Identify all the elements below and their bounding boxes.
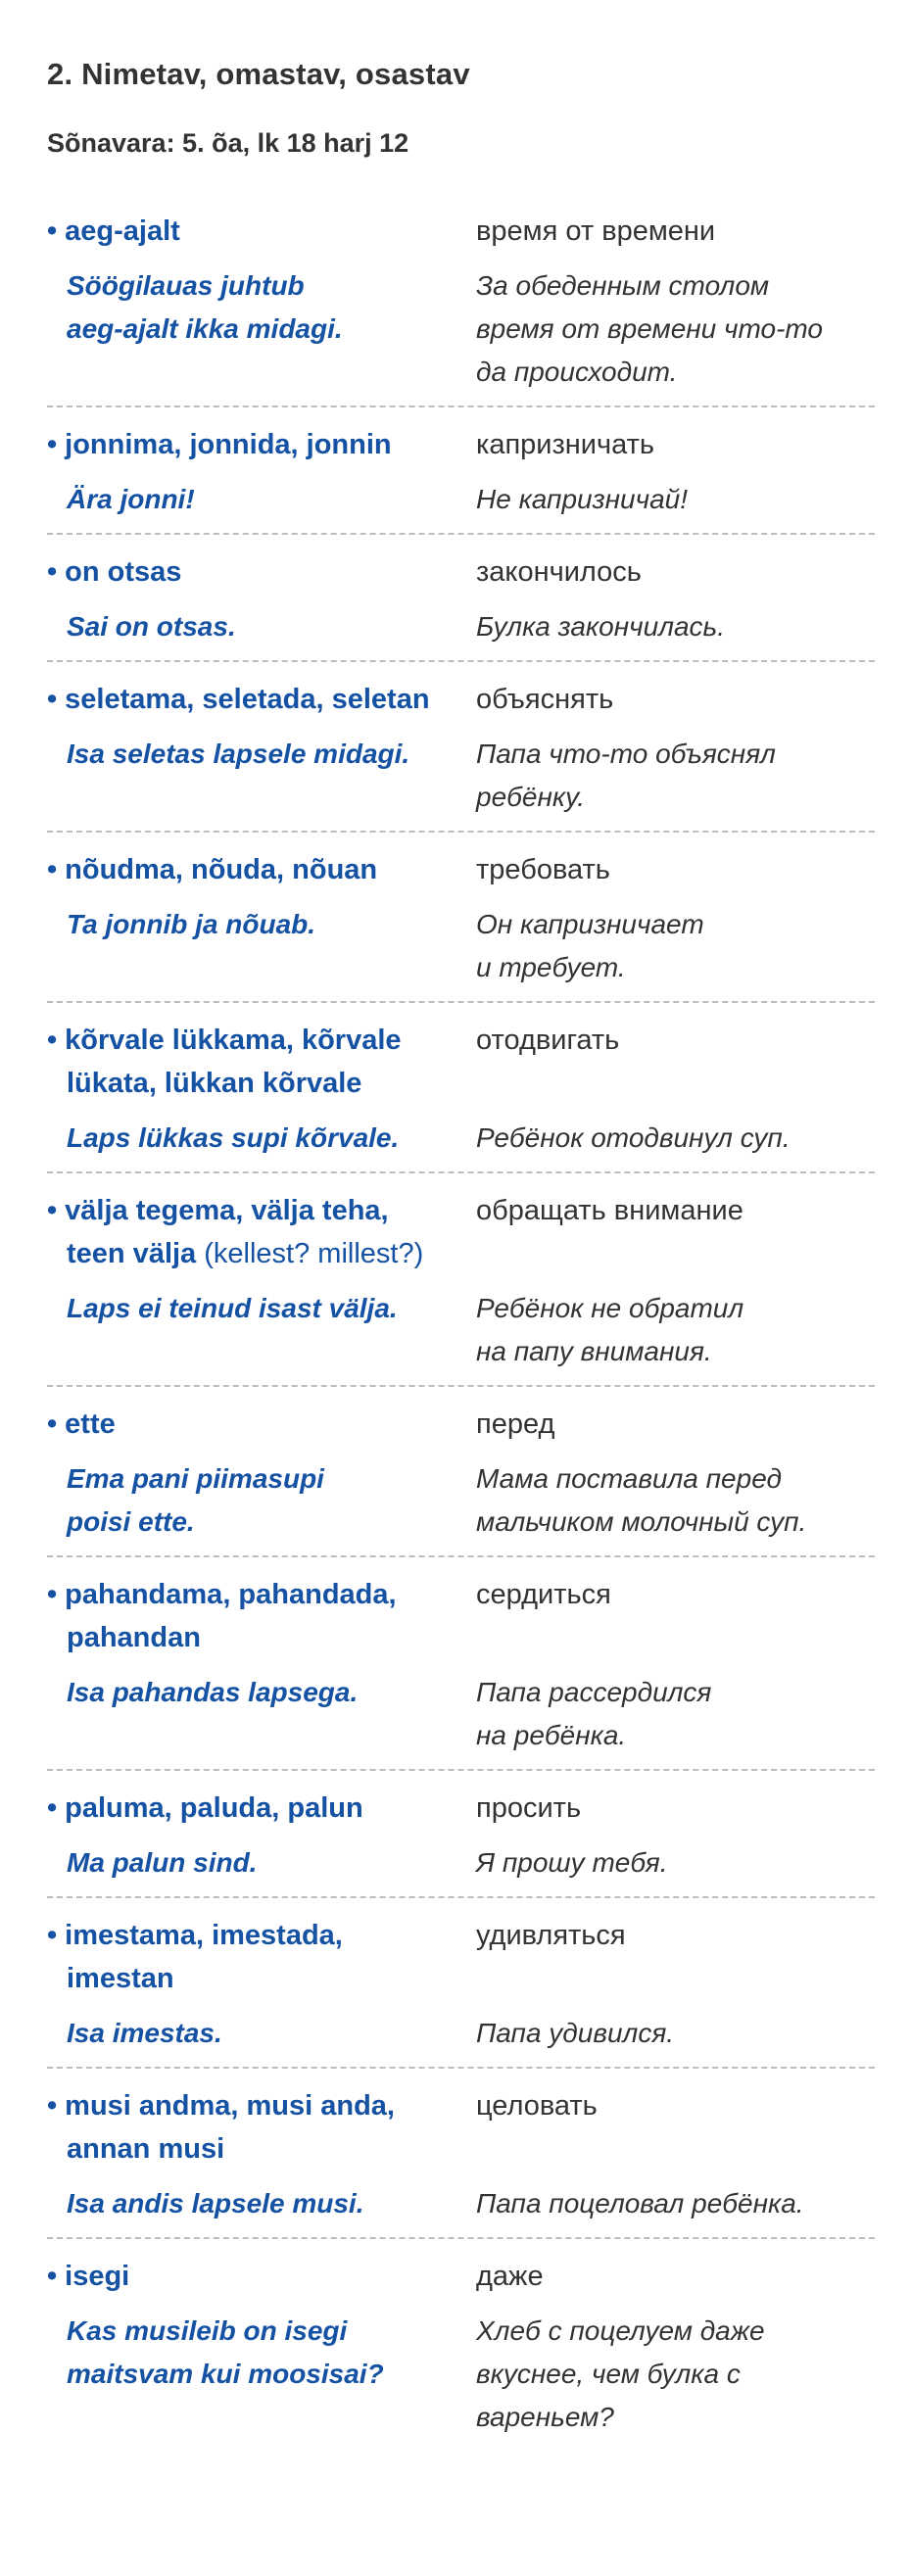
vocabulary-entry (47, 1399, 875, 1557)
example-sentence-line: Ära jonni! (67, 484, 195, 514)
example-translation-line: Не капризничай! (476, 484, 689, 514)
example-sentence-line: Ta jonnib ja nõuab. (67, 909, 316, 939)
headword-text: ette (65, 1408, 116, 1440)
bullet-icon: • (47, 1579, 58, 1610)
example-sentence (67, 903, 468, 946)
example-sentence-line: maitsvam kui moosisai? (67, 2359, 384, 2389)
headword-line (47, 423, 473, 466)
headword (47, 1787, 473, 1830)
translation: целовать (476, 2090, 598, 2122)
headword-text: lükata, lükkan kõrvale (67, 1068, 362, 1099)
example-translation (476, 605, 873, 648)
example-translation-line: вареньем? (476, 2402, 614, 2432)
example-sentence (67, 1671, 468, 1714)
headword-text: musi andma, musi anda, (65, 2090, 395, 2122)
bullet-icon: • (47, 684, 58, 715)
example-translation-line: вкуснее, чем булка с (476, 2359, 741, 2389)
headword-text: kõrvale lükkama, kõrvale (65, 1025, 402, 1056)
vocabulary-entry (47, 844, 875, 1003)
headword-text: teen välja (67, 1238, 197, 1269)
example-sentence-line: Sai on otsas. (67, 611, 236, 642)
example-sentence-line: Laps lükkas supi kõrvale. (67, 1122, 400, 1153)
translation: обращать внимание (476, 1195, 743, 1226)
example-translation (476, 903, 873, 989)
example-sentence-line: poisi ette. (67, 1506, 195, 1537)
headword-line (47, 1616, 473, 1659)
translation: капризничать (476, 429, 654, 460)
bullet-icon: • (47, 854, 58, 885)
bullet-icon: • (47, 429, 58, 460)
example-translation-line: Хлеб с поцелуем даже (476, 2315, 765, 2346)
headword-line (47, 1062, 473, 1105)
example-sentence (67, 2012, 468, 2055)
headword (47, 1403, 473, 1446)
vocabulary-entry (47, 2080, 875, 2239)
headword (47, 550, 473, 594)
headword-line (47, 550, 473, 594)
example-sentence-line: Kas musileib on isegi (67, 2315, 348, 2346)
headword-line (47, 2127, 473, 2171)
example-sentence (67, 2182, 468, 2225)
headword-text: jonnima, jonnida, jonnin (65, 429, 392, 460)
example-sentence (67, 264, 468, 351)
headword-line (47, 1189, 473, 1232)
headword (47, 423, 473, 466)
example-translation-line: да происходит. (476, 357, 678, 387)
vocabulary-entry (47, 1185, 875, 1387)
headword-line (47, 1019, 473, 1062)
headword-line (47, 1573, 473, 1616)
headword-text: nõudma, nõuda, nõuan (65, 854, 378, 885)
example-translation-line: Ребёнок не обратил (476, 1293, 744, 1323)
vocabulary-entry (47, 1910, 875, 2069)
vocabulary-entry (47, 206, 875, 407)
translation: даже (476, 2261, 544, 2292)
bullet-icon: • (47, 556, 58, 588)
headword-line (47, 210, 473, 253)
example-translation (476, 2182, 873, 2225)
example-sentence-line: Isa pahandas lapsega. (67, 1677, 359, 1707)
vocabulary-entry (47, 674, 875, 833)
headword-note: (kellest? millest?) (204, 1238, 424, 1269)
example-translation (476, 1117, 873, 1160)
headword-text: seletama, seletada, seletan (65, 684, 430, 715)
headword-text: on otsas (65, 556, 182, 588)
bullet-icon: • (47, 2090, 58, 2122)
translation: отодвигать (476, 1025, 620, 1056)
example-translation (476, 1457, 873, 1544)
headword (47, 1914, 473, 2000)
translation: перед (476, 1408, 555, 1440)
vocabulary-list (47, 206, 875, 2464)
example-translation-line: на ребёнка. (476, 1720, 627, 1750)
translation: закончилось (476, 556, 642, 588)
example-translation (476, 733, 873, 819)
example-sentence-line: aeg-ajalt ikka midagi. (67, 313, 343, 344)
headword-line (47, 1914, 473, 1957)
translation: время от времени (476, 215, 716, 247)
example-sentence-line: Isa andis lapsele musi. (67, 2188, 364, 2218)
example-translation (476, 1671, 873, 1757)
example-translation (476, 1841, 873, 1884)
vocabulary-entry (47, 1569, 875, 1771)
translation: удивляться (476, 1920, 626, 1951)
vocabulary-entry (47, 1783, 875, 1898)
example-translation-line: Папа что-то объяснял (476, 739, 776, 769)
headword-line (47, 2255, 473, 2298)
example-sentence (67, 1457, 468, 1544)
example-translation-line: Он капризничает (476, 909, 704, 939)
bullet-icon: • (47, 1792, 58, 1824)
example-translation (476, 264, 873, 394)
translation: требовать (476, 854, 610, 885)
headword-line (47, 1787, 473, 1830)
example-translation (476, 1287, 873, 1373)
example-sentence-line: Isa imestas. (67, 2018, 222, 2048)
vocabulary-entry (47, 1015, 875, 1173)
example-sentence (67, 733, 468, 776)
example-translation (476, 2012, 873, 2055)
headword (47, 1573, 473, 1659)
headword-line (47, 1232, 473, 1275)
example-translation-line: Мама поставила перед (476, 1463, 782, 1494)
headword (47, 1189, 473, 1275)
example-translation-line: ребёнку. (476, 782, 586, 812)
example-translation-line: Папа рассердился (476, 1677, 712, 1707)
example-translation-line: и требует. (476, 952, 626, 982)
example-sentence (67, 605, 468, 648)
vocabulary-entry (47, 547, 875, 662)
example-translation-line: За обеденным столом (476, 270, 770, 301)
example-translation-line: Папа поцеловал ребёнка. (476, 2188, 804, 2218)
example-sentence-line: Ma palun sind. (67, 1847, 258, 1878)
example-sentence (67, 1841, 468, 1884)
headword-text: pahandan (67, 1622, 201, 1653)
headword (47, 210, 473, 253)
translation: сердиться (476, 1579, 611, 1610)
translation: объяснять (476, 684, 614, 715)
example-translation-line: Булка закончилась. (476, 611, 726, 642)
headword-line (47, 1957, 473, 2000)
headword-text: imestan (67, 1963, 174, 1994)
section-title: 2. Nimetav, omastav, osastav (47, 57, 470, 91)
example-translation (476, 2310, 873, 2439)
headword-text: välja tegema, välja teha, (65, 1195, 389, 1226)
vocabulary-entry (47, 419, 875, 535)
example-sentence-line: Söögilauas juhtub (67, 270, 305, 301)
vocabulary-entry (47, 2251, 875, 2453)
example-sentence (67, 1287, 468, 1330)
example-translation-line: время от времени что-то (476, 313, 824, 344)
example-translation-line: Папа удивился. (476, 2018, 675, 2048)
headword (47, 678, 473, 721)
example-sentence (67, 2310, 468, 2396)
headword-line (47, 1403, 473, 1446)
example-sentence (67, 478, 468, 521)
example-sentence-line: Isa seletas lapsele midagi. (67, 739, 410, 769)
headword-line (47, 2084, 473, 2127)
example-translation-line: Я прошу тебя. (476, 1847, 668, 1878)
example-translation-line: на папу внимания. (476, 1336, 712, 1366)
bullet-icon: • (47, 1025, 58, 1056)
headword (47, 2255, 473, 2298)
example-sentence (67, 1117, 468, 1160)
bullet-icon: • (47, 215, 58, 247)
example-sentence-line: Laps ei teinud isast välja. (67, 1293, 398, 1323)
bullet-icon: • (47, 1920, 58, 1951)
headword (47, 2084, 473, 2171)
headword-text: annan musi (67, 2133, 225, 2165)
headword-text: isegi (65, 2261, 130, 2292)
vocabulary-subtitle: Sõnavara: 5. õa, lk 18 harj 12 (47, 128, 409, 158)
headword-line (47, 678, 473, 721)
headword-text: imestama, imestada, (65, 1920, 343, 1951)
translation: просить (476, 1792, 582, 1824)
headword (47, 848, 473, 891)
example-translation-line: Ребёнок отодвинул суп. (476, 1122, 791, 1153)
headword-line (47, 848, 473, 891)
headword (47, 1019, 473, 1105)
headword-text: paluma, paluda, palun (65, 1792, 363, 1824)
example-translation (476, 478, 873, 521)
example-translation-line: мальчиком молочный суп. (476, 1506, 807, 1537)
bullet-icon: • (47, 2261, 58, 2292)
example-sentence-line: Ema pani piimasupi (67, 1463, 324, 1494)
headword-text: aeg-ajalt (65, 215, 180, 247)
headword-text: pahandama, pahandada, (65, 1579, 397, 1610)
bullet-icon: • (47, 1195, 58, 1226)
bullet-icon: • (47, 1408, 58, 1440)
